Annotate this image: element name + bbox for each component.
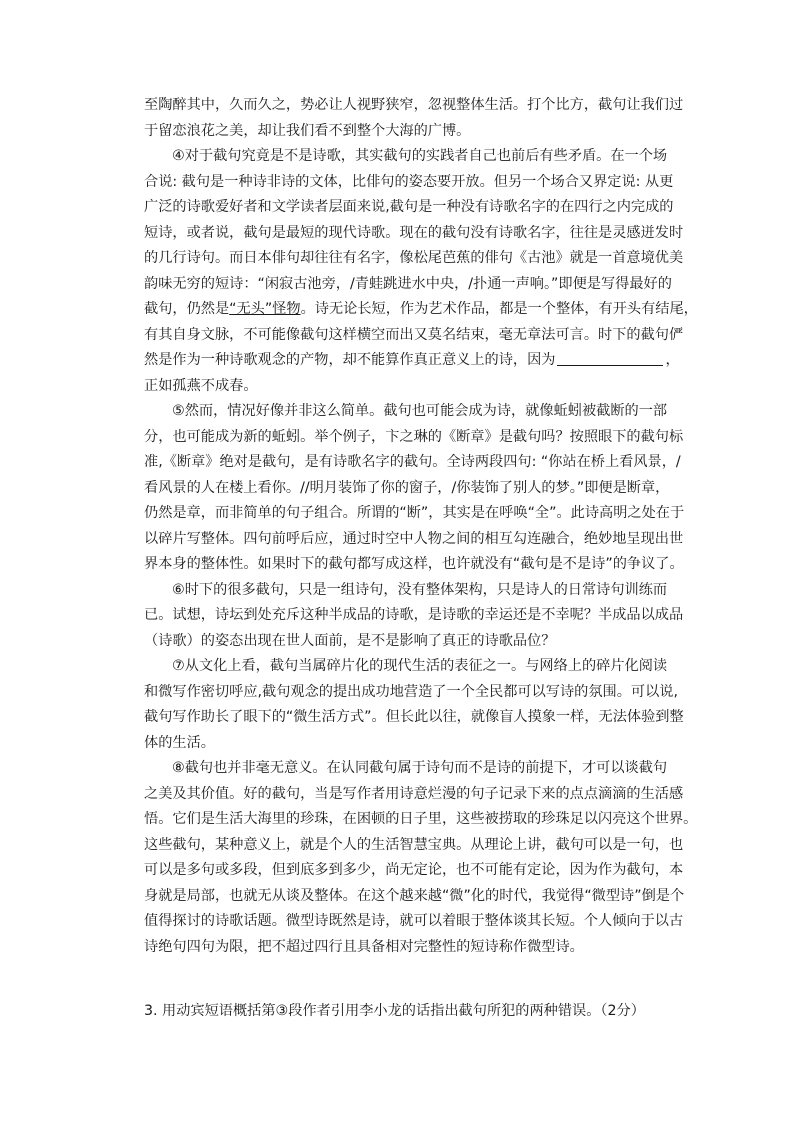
text-line: 值得探讨的诗歌话题。微型诗既然是诗，就可以着眼于整体谈其长短。个人倾向于以古: [144, 913, 684, 929]
text-line: 有其自身文脉，不可能像截句这样横空而出又莫名结束，毫无章法可言。时下的截句俨: [144, 326, 684, 343]
text-span: 。诗无论长短，作为艺术作品，都是一个整体，有开头有结尾，: [300, 301, 698, 317]
text-line: 悟。它们是生活大海里的珍珠，在困顿的日子里，这些被捞取的珍珠足以闪亮这个世界。: [144, 811, 698, 827]
text-line: ⑥时下的很多截句，只是一组诗句，没有整体架构，只是诗人的日常诗句训练而: [172, 581, 668, 598]
text-line: 准,《断章》绝对是截句，是有诗歌名字的截句。全诗两段四句: “你站在桥上看风景，/: [144, 454, 681, 470]
text-line: 截句写作助长了眼下的“微生活方式”。但长此以往，就像盲人摸象一样，无法体验到整: [144, 709, 684, 725]
text-line: 可以是多句或多段，但到底多到多少，尚无定论，也不可能有定论，因为作为截句，本: [144, 862, 684, 878]
text-line: 体的生活。: [144, 734, 215, 751]
text-line: ⑦从文化上看，截句当属碎片化的现代生活的表征之一。与网络上的碎片化阅读: [172, 658, 668, 674]
text-span: 截句，仍然是: [144, 301, 230, 317]
question-3: 3. 用动宾短语概括第③段作者引用李小龙的话指出截句所犯的两种错误。（2分）: [144, 1003, 645, 1019]
article-body: [144, 93, 698, 960]
text-line: 身就是局部，也就无从谈及整体。在这个越来越“微”化的时代，我觉得“微型诗”倒是个: [144, 887, 685, 904]
text-line: 短诗，或者说，截句是最短的现代诗歌。现在的截句没有诗歌名字，往往是灵感迸发时: [144, 224, 684, 241]
text-line: 韵味无穷的短诗：“闲寂古池旁，/青蛙跳进水中央，/扑通一声响。”即便是写得最好的: [144, 275, 672, 292]
text-line: 以碎片写整体。四句前呼后应，通过时空中人物之间的相互勾连融合，绝妙地呈现出世: [144, 530, 684, 547]
text-line: ④对于截句究竟是不是诗歌，其实截句的实践者自己也前后有些矛盾。在一个场: [172, 148, 668, 164]
text-line: 之美及其价值。好的截句，当是写作者用诗意烂漫的句子记录下来的点点滴滴的生活感: [144, 785, 684, 802]
text-line: 界本身的整体性。如果时下的截句都写成这样，也许就没有“截句是不是诗”的争议了。: [144, 556, 684, 572]
text-line: 已。试想，诗坛到处充斥这种半成品的诗歌，是诗歌的幸运还是不幸呢？半成品以成品: [144, 607, 684, 623]
text-line: 仍然是章，而非简单的句子组合。所谓的“断”，其实是在呼唤“全”。此诗高明之处在于: [144, 505, 685, 521]
text-line: 和微写作密切呼应,截句观念的提出成功地营造了一个全民都可以写诗的氛围。可以说,: [144, 683, 678, 700]
text-line: 分，也可能成为新的蚯蚓。举个例子，卞之琳的《断章》是截句吗？按照眼下的截句标: [144, 428, 684, 445]
text-line: 合说: 截句是一种诗非诗的文体，比俳句的姿态要开放。但另一个场合又界定说: 从更: [144, 173, 674, 190]
underlined-phrase: “无头”怪物: [229, 301, 301, 317]
text-line: ⑤然而，情况好像并非这么简单。截句也可能会成为诗，就像蚯蚓被截断的一部: [172, 403, 668, 419]
text-line: 于留恋浪花之美，却让我们看不到整个大海的广博。: [144, 122, 471, 139]
text-line: （诗歌）的姿态出现在世人面前，是不是影响了真正的诗歌品位？: [144, 632, 556, 649]
text-line: 的几行诗句。而日本俳句却往往有名字，像松尾芭蕉的俳句《古池》就是一首意境优美: [144, 250, 684, 266]
text-line: 至陶醉其中，久而久之，势必让人视野狭窄，忽视整体生活。打个比方，截句让我们过: [144, 97, 684, 113]
text-line: 广泛的诗歌爱好者和文学读者层面来说,截句是一种没有诗歌名字的在四行之内完成的: [144, 199, 674, 215]
fill-in-blank[interactable]: [557, 349, 663, 366]
text-span: ，: [665, 352, 680, 368]
text-line: 诗绝句四句为限，把不超过四行且具备相对完整性的短诗称作微型诗。: [144, 938, 584, 955]
text-line: 看风景的人在楼上看你。//明月装饰了你的窗子，/你装饰了别人的梦。”即便是断章，: [144, 479, 670, 496]
text-line: 这些截句，某种意义上，就是个人的生活智慧宝典。从理论上讲，截句可以是一句，也: [144, 836, 684, 853]
text-line: [144, 297, 698, 323]
text-line: [144, 348, 680, 374]
text-line: 正如孤燕不成春。: [144, 377, 258, 394]
text-line: ⑧截句也并非毫无意义。在认同截句属于诗句而不是诗的前提下，才可以谈截句: [172, 760, 668, 776]
text-span: 然是作为一种诗歌观念的产物，却不能算作真正意义上的诗，因为: [144, 352, 556, 368]
